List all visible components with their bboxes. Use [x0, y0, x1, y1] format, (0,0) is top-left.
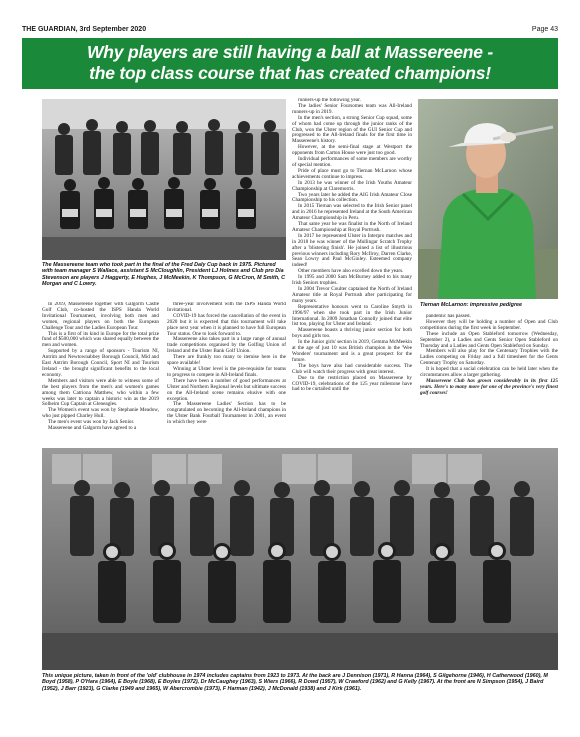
paragraph: In 2017 he represented Ulster in Interpro matches and in 2018 he was winner of the Mullingar Scratch Trophy after a 'blistering finish'. He joined a list of illustrious previous winners including Rory McIlroy, Darren Clarke, Sean Lowry and Paul McGinley. Esteemed company indeed!: [292, 232, 412, 269]
golfer-photo-image: [418, 99, 558, 299]
paragraph: This is a first of its kind in Europe for the total prize fund of $500,000 which was shared equally between the men and women.: [42, 330, 159, 349]
paragraph: Massereene also takes part in a large range of annual trade competitions organised by the Golfing Union of Ireland and the Ulster Bank Golf Union.: [167, 336, 286, 355]
paragraph: Other members have also excelled down the years.: [298, 268, 404, 275]
paragraph: In 2013 he was winner of the Irish Youths Amateur Championship at Claremorris.: [292, 179, 412, 192]
publication-date: THE GUARDIAN, 3rd September 2020: [22, 26, 147, 33]
team-photo-caption: The Massereene team who took part in the final of the Fred Daly Cup back in 1975. Pictured with team manager S Wallace, assistant S McCloughlin, President LJ Holmes and Club pro Dia Stevenson are players J Haggerty, E Hughes, J McMeekin, K Thompson, G McCron, M Smith, C Morgan and C Lowry.: [42, 262, 286, 288]
closing-paragraph: Massereene Club has grown considerably in its first 125 years. Here's to many more for one of the province's very finest golf courses!: [420, 377, 558, 396]
headline-line-1: Why players are still having a ball at Massereene -: [86, 42, 494, 62]
paragraph: However they will be holding a number of Open and Club competitions during the first week in September.: [420, 318, 558, 331]
captains-photo-1974: [42, 448, 558, 670]
paragraph: Massereene and Galgorm have agreed to a: [48, 425, 137, 432]
paragraph: It is hoped that a social celebration can be held later when the circumstances allow a larger gathering.: [420, 366, 558, 379]
paragraph: The boys have also had considerable success. The Club will watch their progress with great interest.: [292, 362, 412, 375]
captains-photo-caption: This unique picture, taken in front of the 'old' clubhouse in 1974 includes captains from 1923 to 1973. At the back are J Dennison (1971), R Hanna (1964), S Gilgehorne (1946), H Catherwood (1960), M Boyd (1958), P O'Hara (1964), E Boyle (1968), E Boyles (1972), Dr McCaughey (1963), S Wiers (1966), R Dowd (1957), W Crawford (1962) and G Kelly (1967). At the front are N Simpson (1954), J Baird (1952), J Barr (1923), G Clarke (1949 and 1965), W Abercrombie (1973), F Harman (1942), J McDonald (1938) and J Kirk (1961).: [42, 673, 548, 692]
golfer-photo-caption: Tiernan McLarnon: impressive pedigree: [420, 302, 523, 308]
paragraph: In 2015 Tiernan was selected to the Irish Senior panel and in 2016 he represented Ireland at the South American Amateur Championship in Peru.: [292, 203, 412, 222]
golfer-photo: [418, 99, 558, 299]
paragraph: Pride of place must go to Tiernan McLarnon whose achievements continue to impress.: [292, 167, 412, 180]
paragraph: However, at the semi-final stage at Westport the opponents from Carton House were just too good.: [292, 144, 412, 157]
paragraph: Supported by a range of sponsors - Tourism NI, Antrim and Newtownabbey Borough Council, Mid and East Antrim Borough Council, Sport NI and Tourism Ireland - the brought significant benefits to the local economy.: [42, 348, 159, 378]
page-header: [22, 26, 558, 38]
page-number: Page 43: [531, 26, 558, 33]
paragraph: The men's event was won by Jack Senior.: [48, 419, 135, 426]
paragraph: In 2019, Massereene together with Galgorm Castle Golf Club, co-hosted the ISPS Handa World Invitational Tournament, involving both men and women, regional players on both the European Challenge Tour and the Ladies European Tour.: [42, 302, 159, 331]
paragraph: three-year involvement with the ISPS Handa World Invitational.: [167, 302, 286, 313]
paragraph: The ladies' Senior Foursomes team was All-Ireland runners-up in 2019.: [292, 102, 412, 115]
team-photo-image: [42, 99, 286, 260]
paragraph: Massereene boasts a thriving junior section for both boys and girls too.: [292, 327, 412, 340]
article-column-3: [292, 98, 412, 442]
paragraph: Individual performances of some members are worthy of special mention.: [292, 156, 412, 168]
paragraph: In the men's section, a strong Senior Cup squad, some of whom had come up through the junior ranks of the Club, won the Ulster region of the GUI Senior Cup and progressed to the All-Ireland finals for the first time in Massereene's history.: [292, 114, 412, 145]
paragraph: There are frankly too many to itemise here in the space available!: [167, 354, 286, 367]
team-photo-1975: [42, 99, 286, 260]
paragraph: Due to the restriction placed on Massereene by COVID-19, celebrations of the 125 year milestone have had to be curtailed until the: [292, 374, 412, 393]
paragraph: There have been a number of good performances at Ulster and Northern Regional levels but ultimate success on the All-Ireland scene remains elusive with one exception.: [167, 377, 286, 402]
paragraph: That same year he was finalist in the North of Ireland Amateur Championship at Royal Portrush.: [292, 221, 412, 233]
paragraph: Members will also play for the Centenary Trophies with the Ladies competing on Friday and a full timesheet for the Gents Centenary Trophy on Saturday.: [420, 348, 558, 367]
paragraph: Winning at Ulster level is the pre-requisite for teams to progress to compete in All-Ireland finals.: [167, 365, 286, 378]
paragraph: The Women's event was won by Stephanie Meadow, who just pipped Charley Hull.: [42, 407, 159, 420]
paragraph: In 2004 Trevor Coulter captained the North of Ireland Amateur title at Royal Portrush after participating for many years.: [292, 286, 412, 304]
paragraph: COVID-19 has forced the cancellation of the event in 2020 but it is expected that this tournament will take place next year when it is planned to have full European Tour status. One to look forward to.: [167, 312, 286, 337]
headline-banner: [22, 38, 558, 89]
paragraph: runners-up the following year.: [298, 98, 361, 103]
paragraph: In the Junior girls' section in 2019, Gemma McMeekin at the age of just 10 was British champion in the 'Wee Wonders' tournament and is a great prospect for the future.: [292, 339, 412, 363]
paragraph: These include an Open Stableford tomorrow (Wednesday, September 2), a Ladies and Gents Senior Open Stableford on Thursday and a Ladies and Gents Open Stableford on Sunday.: [420, 330, 558, 349]
captains-photo-image: [42, 448, 558, 670]
paragraph: Two years later he added the AIG Irish Amateur Close Championship to his collection.: [292, 191, 412, 204]
paragraph: Representative honours went to Caroline Smyth in 1996/97 when she took part in the Irish Junior International. In 2009 Jonathan Connolly joined that elite list too, playing for Ulster and Ireland.: [292, 303, 412, 328]
paragraph: Members and visitors were able to witness some of the best players from the men's and women's games among them Catriona Matthew, who within a few weeks was later to captain a historic win as the 2019 Solheim Cup Captain at Gleneagles.: [42, 377, 159, 408]
article-column-2: [167, 302, 286, 442]
paragraph: In 1995 and 2000 Sam McBurney added to his many Irish Seniors trophies.: [292, 274, 412, 287]
paragraph: pandemic has passed.: [426, 314, 471, 319]
headline-line-2: the top class course that has created champions!: [89, 63, 491, 83]
article-column-4: [420, 314, 558, 442]
article-column-1: [42, 302, 159, 442]
paragraph: The Massereene Ladies' Section has to be congratulated on becoming the All-Ireland champions in the Ulster Bank Fourball Tournament in 2001, an event in which they were: [167, 401, 286, 426]
